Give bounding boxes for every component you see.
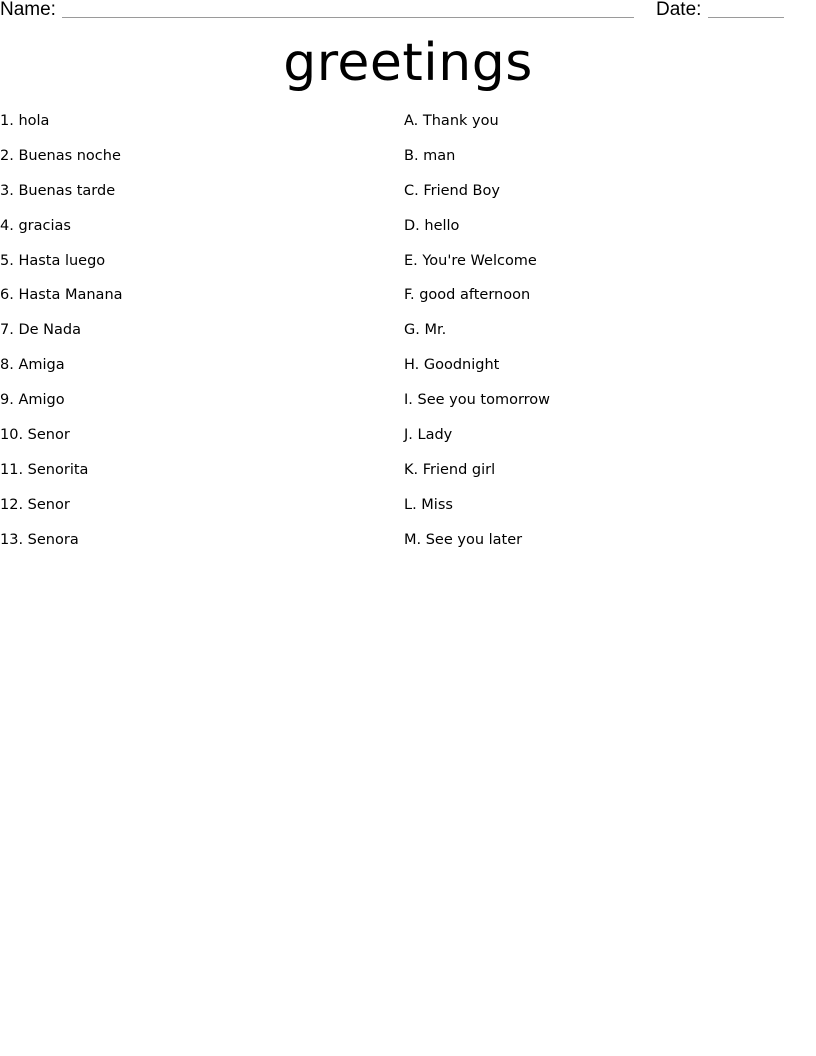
definition-item: M. See you later — [404, 531, 523, 548]
name-label: Name: — [0, 0, 56, 20]
date-blank-line — [708, 17, 784, 18]
term-item: 7. De Nada — [0, 322, 81, 339]
term-item: 2. Buenas noche — [0, 147, 121, 164]
term-item: 13. Senora — [0, 531, 79, 548]
date-label: Date: — [656, 0, 702, 20]
term-item: 5. Hasta luego — [0, 252, 106, 269]
term-item: 10. Senor — [0, 427, 70, 444]
definition-item: D. hello — [404, 217, 460, 234]
definition-item: K. Friend girl — [404, 461, 496, 478]
term-item: 6. Hasta Manana — [0, 287, 123, 304]
term-item: 11. Senorita — [0, 461, 89, 478]
term-item: 4. gracias — [0, 217, 71, 234]
definition-item: F. good afternoon — [404, 287, 531, 304]
definition-item: E. You're Welcome — [404, 252, 537, 269]
term-item: 12. Senor — [0, 496, 70, 513]
definition-item: L. Miss — [404, 496, 453, 513]
term-item: 8. Amiga — [0, 357, 65, 374]
definition-item: G. Mr. — [404, 322, 447, 339]
definitions-column — [404, 104, 804, 558]
worksheet-title: greetings — [283, 33, 533, 93]
definition-item: H. Goodnight — [404, 357, 500, 374]
definition-item: I. See you tomorrow — [404, 392, 551, 409]
term-item: 9. Amigo — [0, 392, 65, 409]
name-blank-line — [62, 17, 634, 18]
definition-item: J. Lady — [404, 427, 453, 444]
term-item: 1. hola — [0, 113, 50, 129]
definition-item: A. Thank you — [404, 113, 499, 129]
definition-item: C. Friend Boy — [404, 182, 500, 199]
terms-column — [0, 104, 380, 558]
term-item: 3. Buenas tarde — [0, 182, 116, 199]
definition-item: B. man — [404, 147, 456, 164]
worksheet-header — [0, 0, 816, 24]
